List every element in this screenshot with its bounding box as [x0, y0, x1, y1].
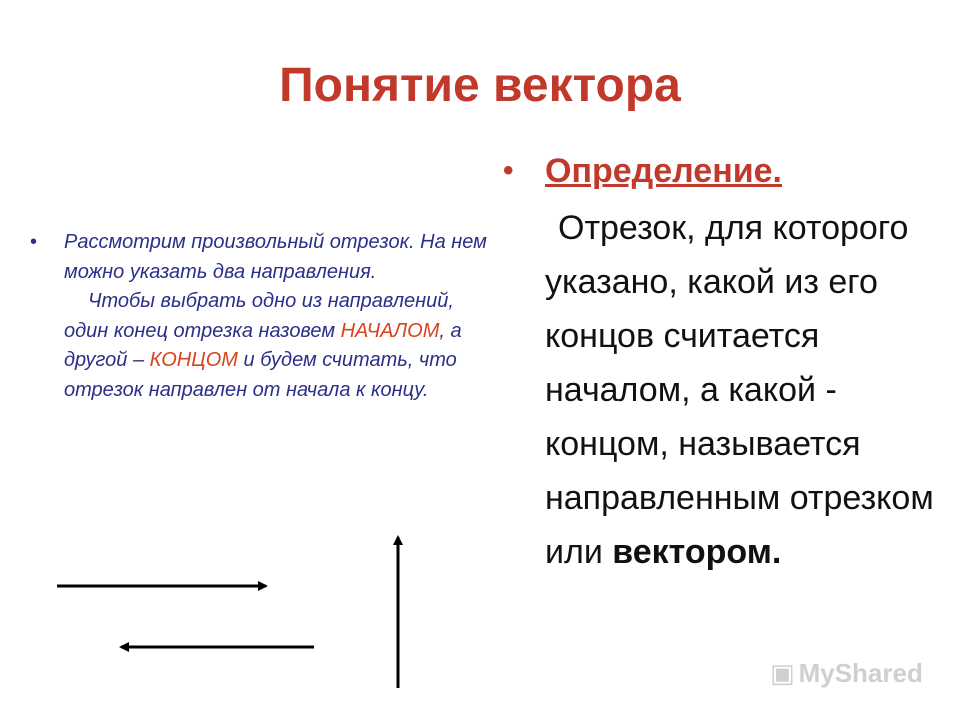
- left-p2-mid: , а другой –: [64, 319, 462, 371]
- watermark-logo-icon: ▣: [770, 658, 795, 688]
- watermark: [770, 658, 923, 689]
- left-p2-begin: НАЧАЛОМ: [340, 319, 440, 342]
- left-bullet: •: [30, 231, 38, 253]
- definition-emphasis: вектором.: [612, 533, 782, 571]
- definition-text: Отрезок, для которого указано, какой из его концов считается началом, а какой - концом, называется направленным отрезком или: [545, 209, 934, 571]
- left-p2-rest: и будем считать, что отрезок направлен от начала к концу.: [64, 349, 457, 401]
- left-p2-start: Чтобы выбрать одно из направлений, один конец отрезка назовем: [64, 290, 454, 342]
- left-p1: Рассмотрим произвольный отрезок. На нем можно указать два направления.: [64, 231, 487, 283]
- watermark-text: MyShared: [798, 658, 923, 688]
- definition-heading: Определение.: [545, 152, 783, 190]
- slide-title: Понятие вектора: [279, 59, 681, 112]
- definition-bullet: •: [503, 154, 514, 187]
- left-p2-end: КОНЦОМ: [149, 349, 238, 371]
